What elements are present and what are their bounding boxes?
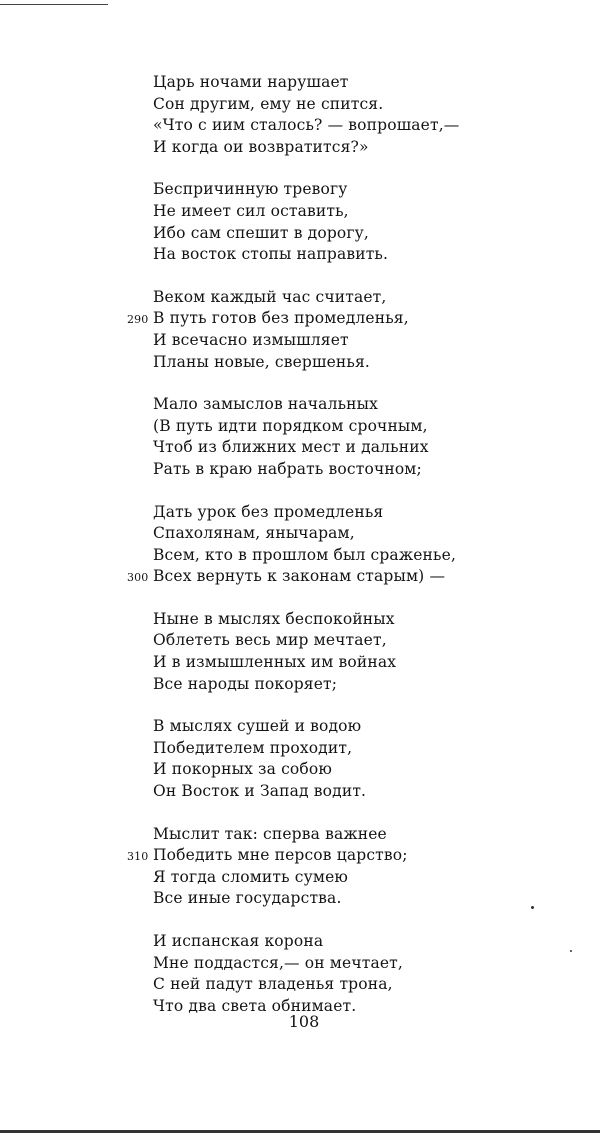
verse-line <box>153 523 593 545</box>
verse-line-text: Победителем проходит, <box>153 738 353 757</box>
verse-line-text: Мне поддастся,— он мечтает, <box>153 953 403 972</box>
verse-line-text: В мыслях сушей и водою <box>153 717 362 736</box>
verse-line-text: Ибо сам спешит в дорогу, <box>153 223 369 242</box>
verse-line-text: Дать урок без промедленья <box>153 502 384 521</box>
verse-line <box>153 352 593 374</box>
verse-line <box>153 223 593 245</box>
verse-line <box>153 716 593 738</box>
verse-line <box>153 630 593 652</box>
stanza <box>153 609 593 695</box>
verse-line <box>153 738 593 760</box>
verse-line <box>153 416 593 438</box>
scan-speck <box>570 950 572 952</box>
verse-line-text: Чтоб из ближних мест и дальних <box>153 438 429 457</box>
poem <box>127 72 593 1038</box>
verse-line <box>153 824 593 846</box>
stanza <box>153 931 593 1017</box>
stanza <box>153 716 593 802</box>
verse-line-text: И покорных за собою <box>153 760 333 779</box>
verse-line <box>153 652 593 674</box>
verse-line-text: На восток стопы направить. <box>153 245 389 264</box>
verse-line-text: (В путь идти порядком срочным, <box>153 416 428 435</box>
stanza <box>127 287 593 373</box>
verse-line <box>153 394 593 416</box>
verse-line-text: Победить мне персов царство; <box>153 846 408 865</box>
page-number: 108 <box>288 1012 320 1031</box>
verse-line-text: И в измышленных им войнах <box>153 653 397 672</box>
verse-line <box>153 437 593 459</box>
verse-line <box>153 72 593 94</box>
verse-line-text: Все народы покоряет; <box>153 674 338 693</box>
verse-line <box>127 845 593 867</box>
verse-line <box>153 888 593 910</box>
verse-line <box>153 287 593 309</box>
stanza <box>127 502 593 588</box>
stanza <box>153 394 593 480</box>
verse-line-text: Рать в краю набрать восточном; <box>153 459 422 478</box>
verse-line-text: С ней падут владенья трона, <box>153 975 393 994</box>
verse-line-text: Веком каждый час считает, <box>153 287 387 306</box>
verse-line-text: Все иные государства. <box>153 889 342 908</box>
verse-line <box>153 115 593 137</box>
verse-line-text: Спахолянам, янычарам, <box>153 524 355 543</box>
verse-line <box>153 867 593 889</box>
verse-line <box>153 953 593 975</box>
verse-line <box>153 931 593 953</box>
verse-line <box>153 459 593 481</box>
verse-line <box>153 674 593 696</box>
verse-line-text: Я тогда сломить сумею <box>153 867 349 886</box>
stanza <box>127 824 593 910</box>
bottom-rule <box>0 1130 600 1133</box>
verse-line <box>153 609 593 631</box>
verse-line-text: Не имеет сил оставить, <box>153 201 349 220</box>
verse-line <box>153 545 593 567</box>
verse-line-text: Планы новые, свершенья. <box>153 352 370 371</box>
line-number: 290 <box>127 313 149 327</box>
verse-line-text: И всечасно измышляет <box>153 330 349 349</box>
verse-line-text: И когда ои возвратится?» <box>153 137 369 156</box>
verse-line-text: Всем, кто в прошлом был сраженье, <box>153 545 457 564</box>
line-number: 300 <box>127 571 149 585</box>
verse-line-text: Мыслит так: сперва важнее <box>153 824 387 843</box>
verse-line-text: Что два света обнимает. <box>153 996 357 1015</box>
verse-line-text: И испанская корона <box>153 932 324 950</box>
verse-line <box>153 201 593 223</box>
top-rule <box>0 4 108 5</box>
verse-line-text: «Что с иим сталось? — вопрошает,— <box>153 116 460 135</box>
verse-line <box>153 137 593 159</box>
verse-line-text: Царь ночами нарушает <box>153 73 349 91</box>
verse-line <box>153 330 593 352</box>
scan-speck <box>531 906 534 909</box>
verse-line <box>153 244 593 266</box>
stanza <box>153 179 593 265</box>
verse-line-text: Ныне в мыслях беспокойных <box>153 609 395 628</box>
verse-line <box>153 759 593 781</box>
verse-line <box>127 566 593 588</box>
stanza <box>153 72 593 158</box>
verse-line-text: Всех вернуть к законам старым) — <box>153 567 446 586</box>
verse-line <box>127 308 593 330</box>
verse-line-text: Беспричинную тревогу <box>153 180 348 199</box>
line-number: 310 <box>127 850 149 864</box>
verse-line-text: Сон другим, ему не спится. <box>153 94 384 113</box>
verse-line <box>153 502 593 524</box>
verse-line-text: В путь готов без промедленья, <box>153 309 409 328</box>
verse-line-text: Мало замыслов начальных <box>153 395 379 414</box>
verse-line-text: Он Восток и Запад водит. <box>153 782 367 801</box>
verse-line <box>153 781 593 803</box>
verse-line <box>153 179 593 201</box>
verse-line <box>153 974 593 996</box>
verse-line <box>153 94 593 116</box>
verse-line-text: Облететь весь мир мечтает, <box>153 631 387 650</box>
